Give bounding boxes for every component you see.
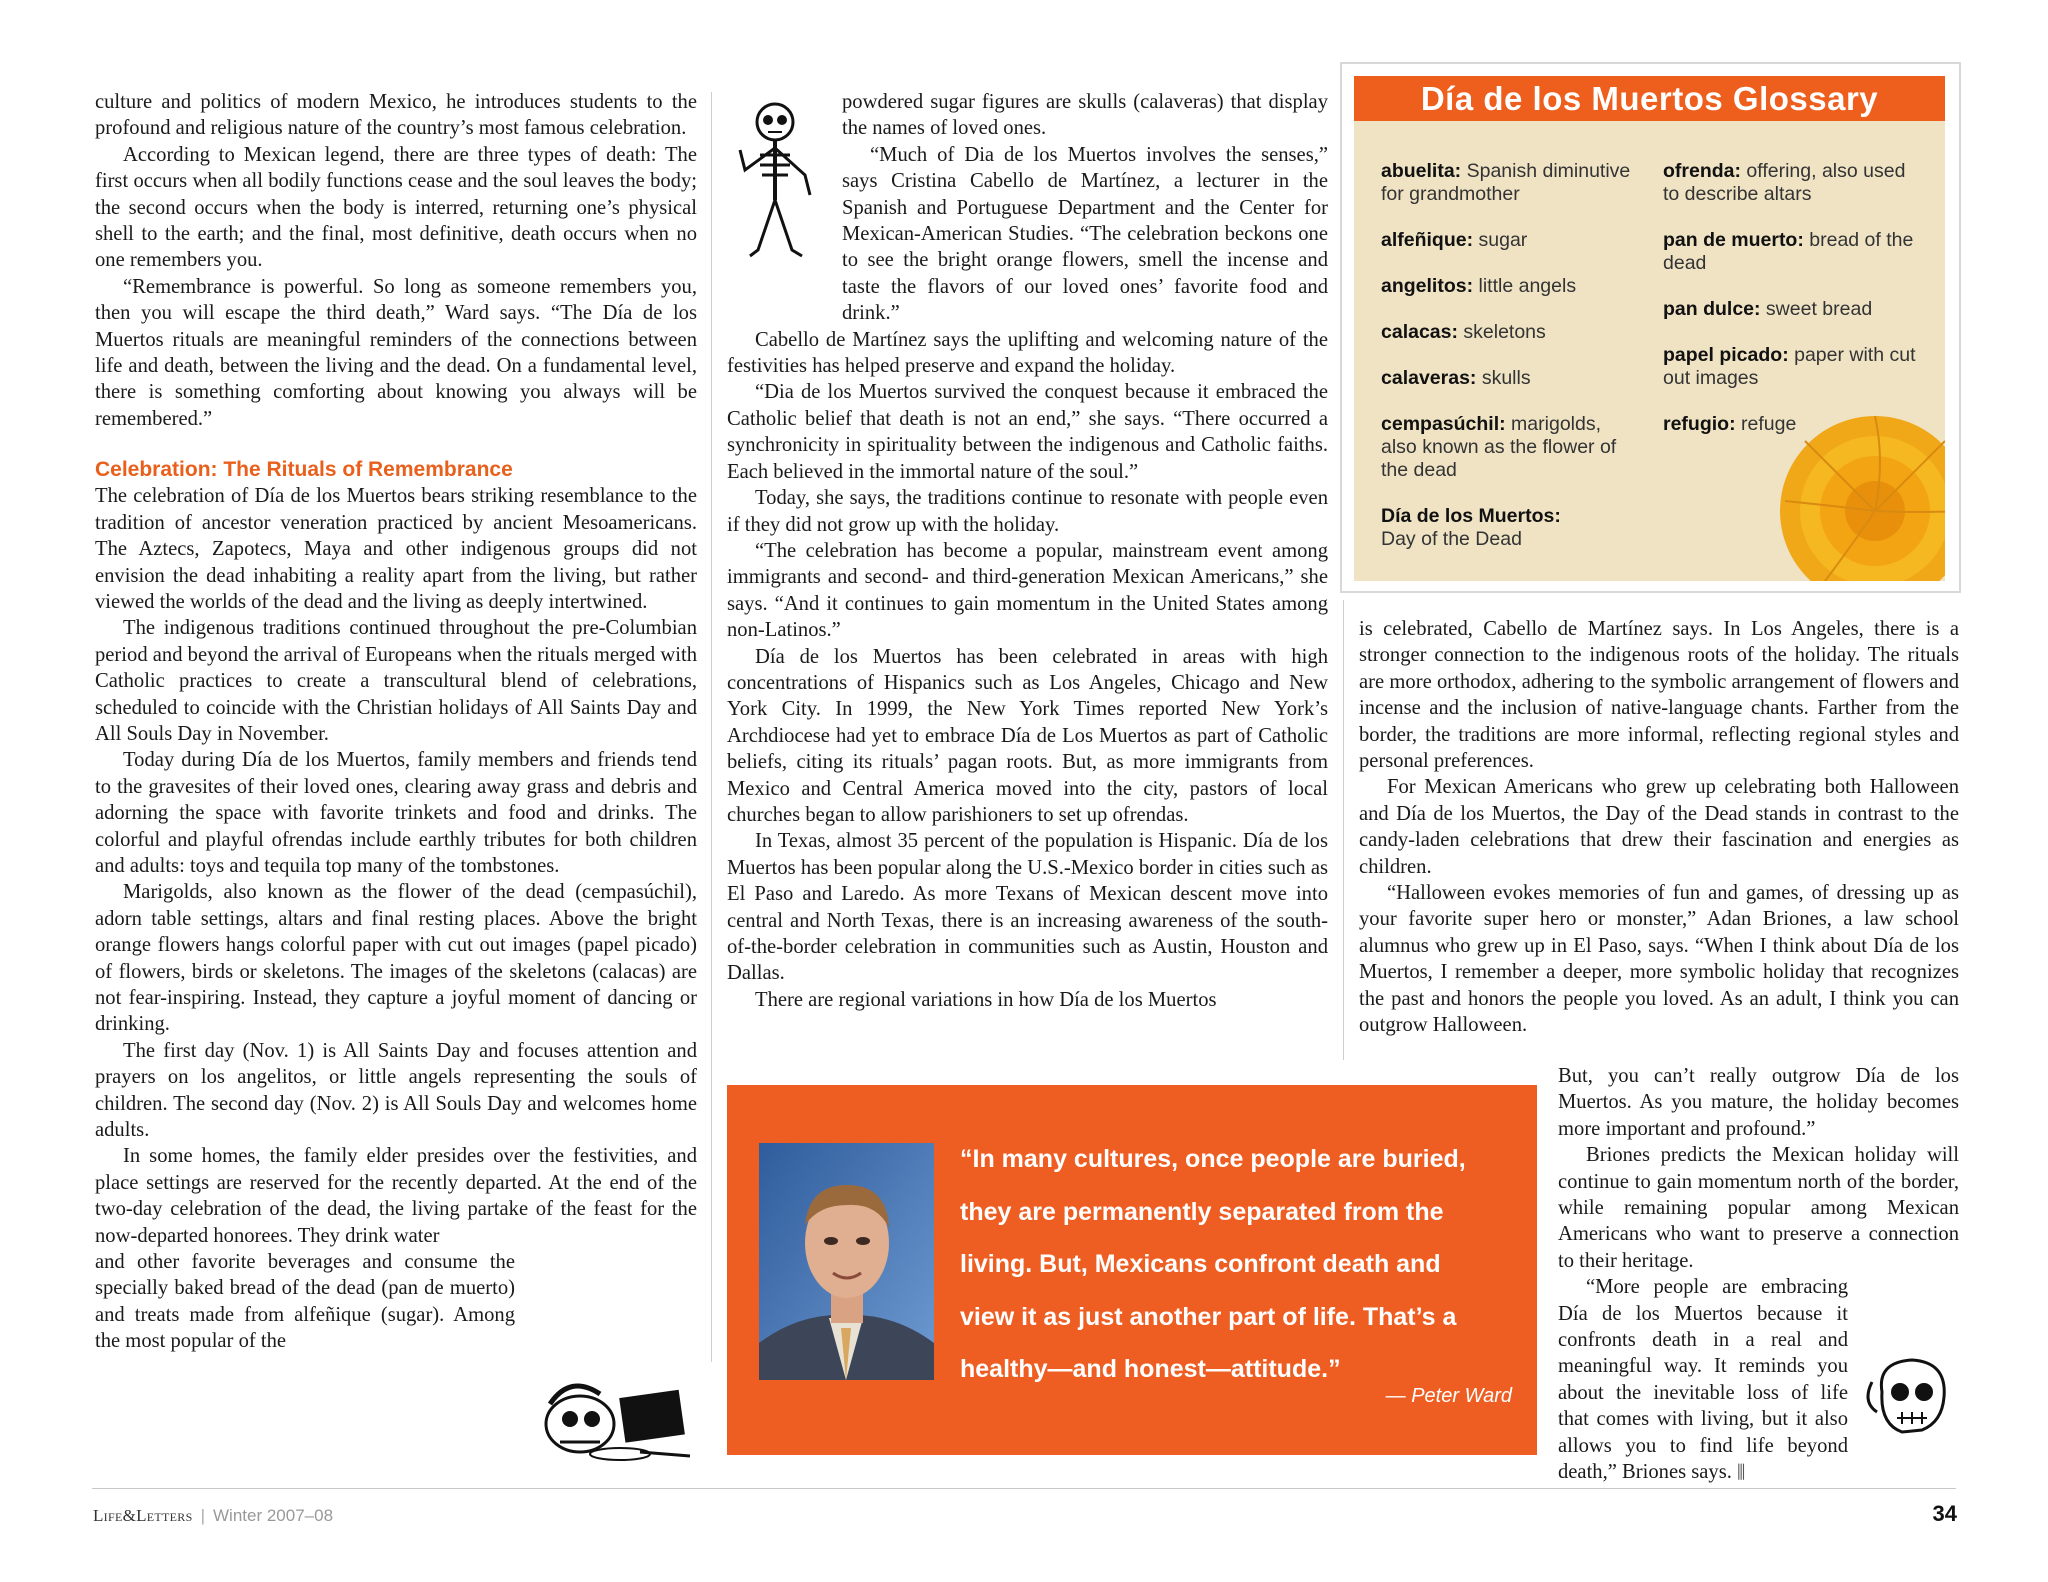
- quote-attribution: — Peter Ward: [1385, 1385, 1512, 1407]
- paragraph: Día de los Muertos has been celebrated in areas with high concentrations of Hispanics such as Los Angeles, Chicago and New York City. In 1999, the New York Times reported New York’s Archdiocese had yet to embrace Día de Los Muertos as part of Catholic beliefs, citing its rituals’ pagan roots. But, as more immigrants from Mexico and Central America moved into the city, pastors of local churches began to allow parishioners to set up ofrendas.: [727, 645, 1328, 826]
- footer-separator: |: [200, 1506, 206, 1525]
- paragraph: There are regional variations in how Día de los Muertos: [755, 988, 1217, 1011]
- quote-text: “In many cultures, once people are buried, they are permanently separated from the living. But, Mexicans confront death and view it as just another part of life. That’s a healthy—and honest—attitude.”: [960, 1145, 1466, 1383]
- column-divider: [711, 92, 712, 1362]
- glossary-entry: [1381, 321, 1636, 344]
- portrait-photo: [759, 1143, 934, 1380]
- paragraph: But, you can’t really outgrow Día de los Muertos. As you mature, the holiday becomes more important and profound.”: [1558, 1065, 1959, 1140]
- glossary-term: cempasúchil:: [1381, 413, 1506, 435]
- glossary-term: angelitos:: [1381, 275, 1474, 297]
- article-column-3: [1359, 616, 1959, 1039]
- glossary-definition: bread of the dead: [1663, 229, 1914, 274]
- pull-quote-box: [727, 1085, 1537, 1455]
- paragraph: Today, she says, the traditions continue to resonate with people even if they did not grow up with the holiday.: [727, 487, 1328, 536]
- page-number: 34: [1932, 1501, 1957, 1526]
- paragraph: In Texas, almost 35 percent of the population is Hispanic. Día de los Muertos has been popular along the U.S.-Mexico border in cities such as El Paso and Laredo. As more Texans of Mexican descent move into central and North Texas, there is an increasing awareness of the south-of-the-border celebration in communities such as Austin, Houston and Dallas.: [727, 830, 1328, 985]
- glossary-definition: offering, also used to describe altars: [1663, 160, 1906, 205]
- glossary-entry: [1663, 298, 1918, 321]
- glossary-panel: [1354, 76, 1945, 581]
- glossary-entry: [1381, 160, 1636, 206]
- end-mark-icon: ⫼: [1737, 1462, 1746, 1484]
- marigold-image: [1765, 401, 1945, 581]
- glossary-term: Día de los Muertos:: [1381, 505, 1561, 527]
- skeleton-illustration: [730, 100, 820, 260]
- paragraph: “The celebration has become a popular, mainstream event among immigrants and second- and third-generation Mexican Americans,” she says. “And it continues to gain momentum in the United States among non-Latinos.”: [727, 539, 1328, 642]
- glossary-entry: [1381, 275, 1636, 298]
- footer-rule: [92, 1488, 1956, 1489]
- glossary-box: [1340, 62, 1961, 593]
- issue-date: Winter 2007–08: [213, 1506, 334, 1525]
- paragraph: and other favorite beverages and consume the specially baked bread of the dead (pan de muerto) and treats made from alfeñique (sugar). Among the most popular of the: [95, 1251, 515, 1353]
- glossary-definition: sweet bread: [1760, 298, 1873, 320]
- section-heading: Celebration: The Rituals of Remembrance: [95, 458, 513, 482]
- paragraph: “Remembrance is powerful. So long as someone remembers you, then you will escape the third death,” Ward says. “The Día de los Muertos rituals are meaningful reminders of the connections between life and death, between the living and the dead. On a fundamental level, there is something comforting about knowing you always will be remembered.”: [95, 275, 697, 430]
- paragraph: is celebrated, Cabello de Martínez says. In Los Angeles, there is a stronger connection to the indigenous roots of the holiday. The rituals are more orthodox, adhering to the symbolic arrangement of flowers and incense and the inclusion of native-language chants. Farther from the border, the traditions are more informal, reflecting regional styles and personal preferences.: [1359, 618, 1959, 773]
- paragraph: powdered sugar figures are skulls (calaveras) that display the names of loved ones.: [842, 91, 1328, 140]
- paragraph: For Mexican Americans who grew up celebrating both Halloween and Día de los Muertos, the Day of the Dead stands in contrast to the candy-laden celebrations that drew their fascination and energies as children.: [1359, 776, 1959, 878]
- glossary-term: alfeñique:: [1381, 229, 1474, 251]
- glossary-term: calacas:: [1381, 321, 1458, 343]
- paragraph: Marigolds, also known as the flower of the dead (cempasúchil), adorn table settings, altars and final resting places. Above the bright orange flowers hangs colorful paper with cut out images (papel picado) of flowers, birds or skeletons. The images of the skeletons (calacas) are not fear-inspiring. Instead, they capture a joyful moment of dancing or drinking.: [95, 881, 697, 1036]
- paragraph: Today during Día de los Muertos, family members and friends tend to the gravesites of their loved ones, clearing away grass and debris and adorning the space with favorite trinkets and food and drinks. The colorful and playful ofrendas include earthly tributes for both children and adults: toys and tequila top many of the tombstones.: [95, 749, 697, 877]
- publication-name: Life&Letters: [93, 1506, 193, 1525]
- glossary-term: refugio:: [1663, 413, 1736, 435]
- column-divider: [1343, 600, 1344, 1060]
- glossary-entry: [1381, 413, 1636, 482]
- paragraph: The indigenous traditions continued throughout the pre-Columbian period and beyond the arrival of Europeans when the rituals merged with Catholic practices to create a transcultural blend of celebrations, scheduled to coincide with the Christian holidays of All Saints Day and All Souls Day in November.: [95, 617, 697, 745]
- paragraph: According to Mexican legend, there are three types of death: The first occurs when all bodily functions cease and the soul leaves the body; the second occurs when the body is interred, returning one’s physical shell to the earth; and the final, most definitive, death occurs when no one remembers you.: [95, 143, 697, 272]
- skull-head-illustration: [1862, 1352, 1957, 1447]
- glossary-definition: little angels: [1473, 275, 1577, 297]
- paragraph: “Halloween evokes memories of fun and games, of dressing up as your favorite super hero or monster,” Adan Briones, a law school alumnus who grew up in El Paso, says. “When I think about Día de los Muertos, I remember a deeper, more symbolic holiday that recognizes the past and honors the people you loved. As an adult, I think you can outgrow Halloween.: [1359, 882, 1959, 1037]
- glossary-term: ofrenda:: [1663, 160, 1741, 182]
- glossary-definition: marigolds, also known as the flower of the dead: [1381, 413, 1617, 481]
- paragraph: “Dia de los Muertos survived the conquest because it embraced the Catholic belief that death is not an end,” she says. “There occurred a synchronicity in spirituality between the indigenous and Catholic faiths. Each believed in the immortal nature of the soul.”: [727, 381, 1328, 483]
- glossary-definition: refuge: [1735, 413, 1797, 435]
- glossary-definition: skeletons: [1457, 321, 1546, 343]
- paragraph: The first day (Nov. 1) is All Saints Day and focuses attention and prayers on los angelitos, or little angels representing the souls of children. The second day (Nov. 2) is All Souls Day and welcomes home adults.: [95, 1039, 697, 1142]
- paragraph: In some homes, the family elder presides over the festivities, and place settings are reserved for the recently departed. At the end of the two-day celebration of the dead, the living partake of the feast for the now-departed honorees. They drink water: [95, 1145, 697, 1247]
- paragraph: “Much of Dia de los Muertos involves the senses,” says Cristina Cabello de Martínez, a lecturer in the Spanish and Portuguese Department and the Center for Mexican-American Studies. “The celebration beckons one to see the bright orange flowers, smell the incense and taste the flavors of our loved ones’ favorite food and drink.”: [842, 143, 1328, 325]
- glossary-definition: skulls: [1476, 367, 1531, 389]
- glossary-entry: [1381, 229, 1636, 252]
- paragraph-text: “More people are embracing Día de los Muertos because it confronts death in a real and meaningful way. It reminds you about the inevitable loss of life that comes with living, but it also allows you to find life beyond death,” Briones says.: [1558, 1276, 1848, 1484]
- paragraph: [1558, 1274, 1848, 1486]
- glossary-definition: paper with cut out images: [1663, 344, 1916, 389]
- glossary-term: papel picado:: [1663, 344, 1789, 366]
- glossary-term: calaveras:: [1381, 367, 1477, 389]
- glossary-entry: [1663, 344, 1918, 390]
- glossary-term: abuelita:: [1381, 160, 1462, 182]
- footer-publication: [93, 1506, 333, 1526]
- glossary-title: Día de los Muertos Glossary: [1354, 76, 1945, 121]
- glossary-entry: [1663, 160, 1918, 206]
- paragraph: Cabello de Martínez says the uplifting and welcoming nature of the festivities has helped preserve and expand the holiday.: [727, 328, 1328, 378]
- glossary-term: pan dulce:: [1663, 298, 1761, 320]
- glossary-entry: [1381, 505, 1636, 551]
- glossary-definition: Spanish diminutive for grandmother: [1381, 160, 1631, 205]
- glossary-definition: sugar: [1473, 229, 1528, 251]
- glossary-term: pan de muerto:: [1663, 229, 1804, 251]
- glossary-column-left: [1381, 160, 1636, 574]
- glossary-entry: [1663, 229, 1918, 275]
- glossary-entry: [1381, 367, 1636, 390]
- paragraph: culture and politics of modern Mexico, he introduces students to the profound and religious nature of the country’s most famous celebration.: [95, 91, 697, 140]
- paragraph: The celebration of Día de los Muertos bears striking resemblance to the tradition of ancestor veneration practiced by ancient Mesoamericans. The Aztecs, Zapotecs, Maya and other indigenous groups did not envision the dead inhabiting a reality apart from the living, but rather viewed the worlds of the dead and the living as deeply intertwined.: [95, 485, 697, 613]
- article-column-1: [95, 89, 697, 1355]
- glossary-definition: Day of the Dead: [1381, 528, 1522, 550]
- skull-feast-illustration: [530, 1364, 700, 1464]
- paragraph: Briones predicts the Mexican holiday will continue to gain momentum north of the border, while remaining popular among Mexican Americans who want to preserve a connection to their heritage.: [1558, 1144, 1959, 1272]
